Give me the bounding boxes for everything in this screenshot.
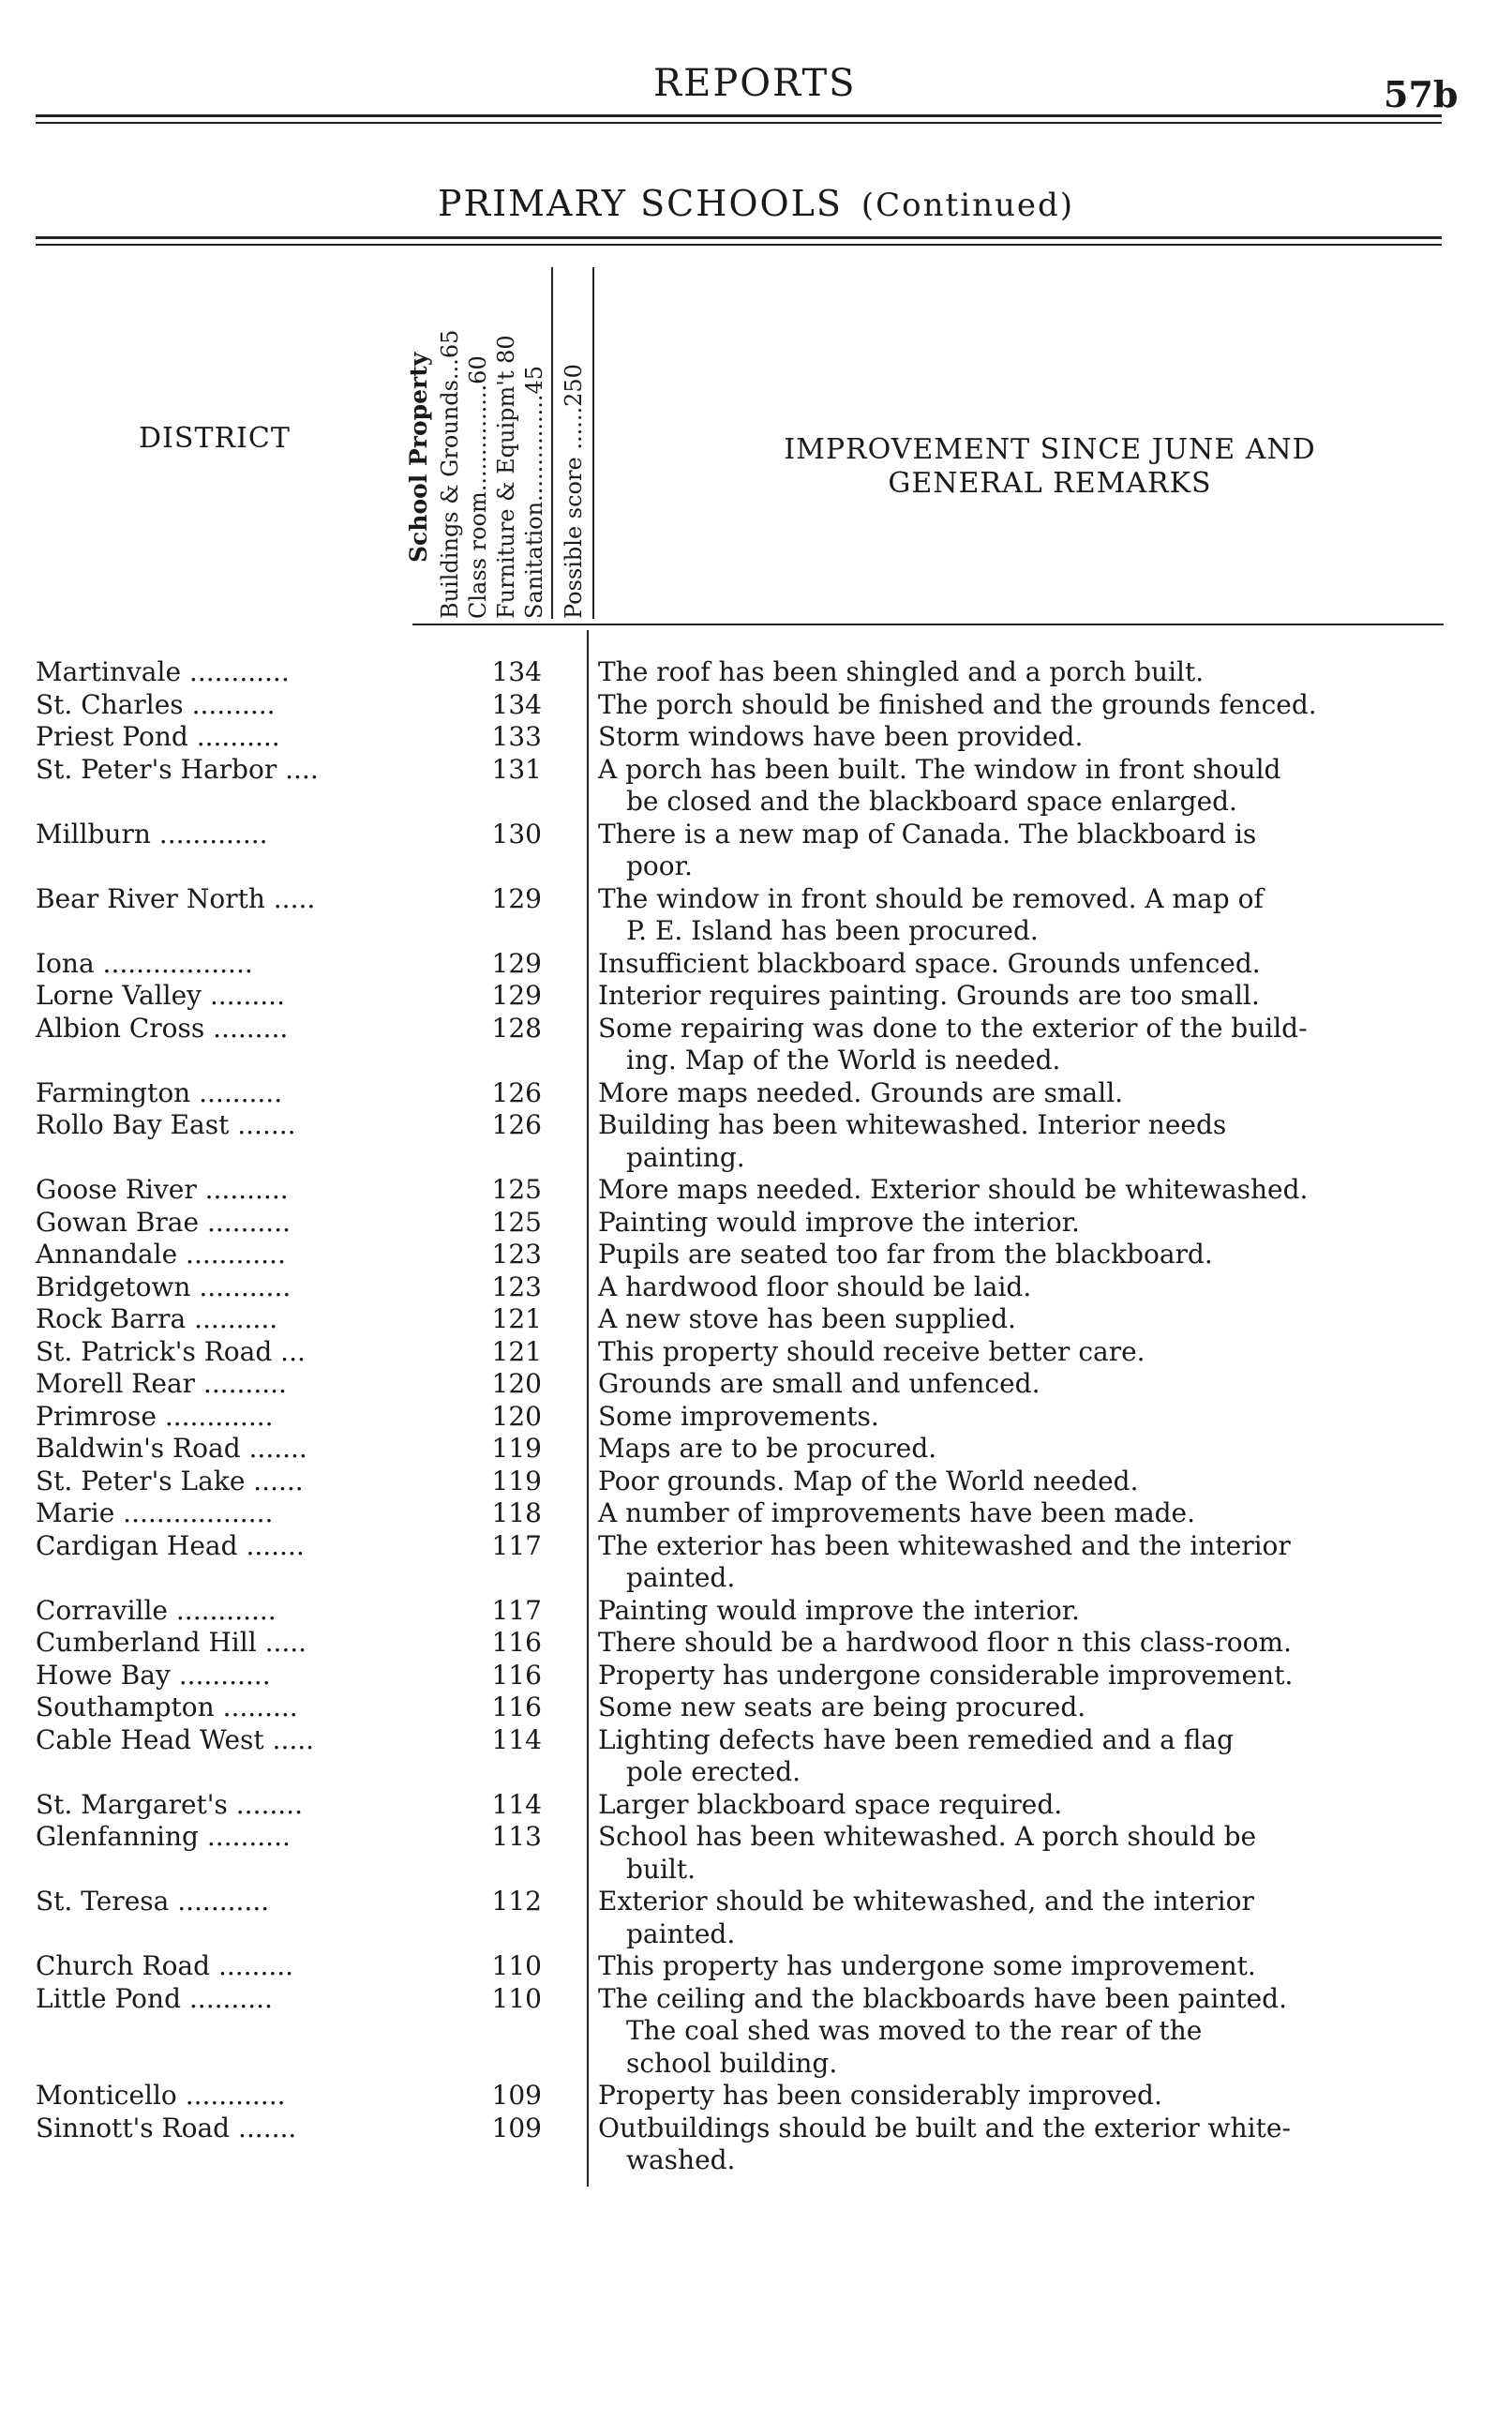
remark-text [598,1497,1470,1530]
remark-line: painted. [626,1917,736,1949]
district-name: Annandale ............ [36,1239,286,1270]
remark-text [598,1239,1470,1271]
district-name: Cardigan Head ....... [36,1529,305,1561]
district-name: Marie .................. [36,1497,274,1528]
remark-text [598,1595,1470,1628]
section-title [0,183,1512,224]
district-name: Millburn ............. [36,818,268,850]
remark-line: A new stove has been supplied. [598,1303,1016,1334]
remarks-left-border [587,630,589,2187]
score-value: 130 [491,818,542,850]
score-value: 114 [491,1788,542,1820]
section-continued: (Continued) [861,187,1075,224]
score-value: 129 [491,882,542,914]
column-divider-score [551,267,553,619]
score-value: 129 [491,947,542,979]
remark-text [598,1983,1470,2081]
score-component-3: Sanitation...............45 [521,365,547,619]
remark-text [598,1174,1470,1207]
remark-line: Grounds are small and unfenced. [598,1368,1040,1399]
remark-text [598,721,1470,754]
district-name: Baldwin's Road ....... [36,1433,307,1464]
header-rule-bottom [36,122,1442,124]
score-value: 116 [491,1692,542,1722]
remark-line: The roof has been shingled and a porch built. [598,656,1205,687]
score-value: 134 [491,688,542,720]
score-value: 119 [491,1465,542,1496]
remark-line: There is a new map of Canada. The blackboard is [598,818,1257,850]
table-top-rule-2 [36,244,1442,246]
remark-line: The window in front should be removed. A map of [598,882,1264,914]
remark-line: This property should receive better care. [598,1335,1145,1367]
remark-line: Painting would improve the interior. [598,1206,1080,1238]
district-name: Howe Bay ........... [36,1659,271,1691]
district-name: St. Patrick's Road ... [36,1335,306,1367]
remark-line: Maps are to be procured. [598,1433,937,1464]
remark-line: More maps needed. Exterior should be whitewashed. [598,1174,1309,1205]
remark-text [598,883,1470,948]
district-name: Little Pond .......... [36,1982,273,2014]
remark-line: painted. [626,1562,736,1593]
score-value: 123 [491,1239,542,1270]
remark-line: poor. [626,850,693,881]
district-name: Martinvale ............ [36,656,290,687]
remark-text [598,1303,1470,1336]
district-name: Cumberland Hill ..... [36,1627,307,1658]
remark-line: washed. [626,2144,736,2175]
remark-text [598,1789,1470,1822]
page-number: 57b [1384,73,1459,115]
score-value: 121 [491,1303,542,1334]
remark-line: Interior requires painting. Grounds are too small. [598,980,1260,1011]
remark-line: P. E. Island has been procured. [626,915,1039,946]
remark-text [598,1336,1470,1369]
remark-line: built. [626,1853,696,1885]
district-name: Church Road ......... [36,1950,294,1981]
remark-line: The coal shed was moved to the rear of the [626,2015,1203,2046]
score-group-header: School Property [405,352,432,563]
page-header [0,56,1512,113]
remark-text [598,980,1470,1013]
district-name: Farmington .......... [36,1076,283,1108]
district-name: Lorne Valley ......... [36,980,285,1011]
remark-text [598,1660,1470,1692]
header-bottom-rule [412,624,1444,625]
score-value: 110 [491,1950,542,1981]
possible-score-header: Possible score ......250 [561,364,587,619]
district-name: St. Teresa ........... [36,1886,270,1917]
score-value: 120 [491,1400,542,1432]
remark-text [598,754,1470,819]
score-component-0: Buildings & Grounds...65 [437,329,463,619]
remark-text [598,1950,1470,1983]
remark-text [598,1013,1470,1077]
remark-text [598,2080,1470,2113]
score-value: 109 [491,2080,542,2111]
district-name: St. Peter's Harbor .... [36,753,319,785]
remark-line: Some repairing was done to the exterior of the build- [598,1012,1308,1044]
remark-text [598,1368,1470,1401]
remark-text [598,1401,1470,1434]
score-value: 116 [491,1627,542,1658]
district-name: Gowan Brae .......... [36,1206,291,1238]
remark-line: The ceiling and the blackboards have been painted. [598,1982,1287,2014]
score-value: 120 [491,1368,542,1399]
score-value: 117 [491,1529,542,1561]
remark-line: Insufficient blackboard space. Grounds unfenced. [598,947,1261,979]
remark-text [598,656,1470,689]
remark-text [598,1207,1470,1240]
district-name: St. Charles .......... [36,688,276,720]
district-name: Primrose ............. [36,1400,274,1432]
section-title-text: PRIMARY SCHOOLS [437,183,843,224]
score-component-1: Class room...............60 [465,355,491,619]
remark-text [598,1271,1470,1304]
remark-text [598,1530,1470,1595]
score-value: 129 [491,980,542,1011]
score-value: 134 [491,656,542,687]
score-value: 112 [491,1886,542,1917]
district-name: Priest Pond .......... [36,721,280,752]
remark-text [598,1821,1470,1886]
remark-line: school building. [626,2047,838,2079]
score-value: 114 [491,1723,542,1755]
table-top-rule [36,236,1442,239]
score-value: 123 [491,1271,542,1302]
score-value: 126 [491,1109,542,1140]
remarks-header [694,433,1406,501]
remark-line: Lighting defects have been remedied and a flag [598,1723,1235,1755]
remark-line: painting. [626,1141,745,1173]
district-name: Monticello ............ [36,2080,286,2111]
remark-line: This property has undergone some improvement. [598,1950,1256,1981]
column-divider-remarks [592,267,594,619]
remark-text [598,1886,1470,1950]
remark-line: Some improvements. [598,1400,879,1432]
district-name: Southampton ......... [36,1692,298,1722]
score-value: 125 [491,1174,542,1205]
district-name: Rollo Bay East ....... [36,1109,296,1140]
score-value: 118 [491,1497,542,1528]
score-value: 128 [491,1012,542,1044]
remark-line: Exterior should be whitewashed, and the interior [598,1886,1254,1917]
remark-line: More maps needed. Grounds are small. [598,1076,1124,1108]
remark-text [598,1627,1470,1660]
remarks-header-line-2: GENERAL REMARKS [888,467,1212,500]
remark-line: ing. Map of the World is needed. [626,1045,1061,1075]
remark-text [598,1692,1470,1724]
score-value: 131 [491,753,542,785]
remark-line: be closed and the blackboard space enlarged. [626,786,1237,817]
remark-line: Pupils are seated too far from the blackboard. [598,1239,1213,1270]
remark-line: There should be a hardwood floor n this class-room. [598,1627,1292,1658]
district-name: Goose River .......... [36,1174,289,1205]
remark-text [598,1466,1470,1498]
district-name: Sinnott's Road ....... [36,2112,297,2143]
remark-text [598,1724,1470,1789]
remark-line: Some new seats are being procured. [598,1692,1086,1722]
remark-line: Property has been considerably improved. [598,2080,1162,2111]
score-value: 117 [491,1594,542,1626]
district-name: Glenfanning .......... [36,1821,291,1852]
score-value: 110 [491,1982,542,2014]
remark-line: A number of improvements have been made. [598,1497,1196,1528]
score-value: 116 [491,1659,542,1691]
district-name: Rock Barra .......... [36,1303,278,1334]
district-header: DISTRICT [139,422,291,455]
remark-text [598,948,1470,981]
remark-line: Poor grounds. Map of the World needed. [598,1465,1139,1496]
district-name: Corraville ............ [36,1594,277,1626]
score-value: 133 [491,721,542,752]
header-rule-top [36,114,1442,117]
remark-line: A porch has been built. The window in front should [598,753,1281,785]
remark-text [598,1433,1470,1466]
remark-line: The porch should be finished and the grounds fenced. [598,688,1317,720]
district-name: St. Margaret's ........ [36,1788,303,1820]
remark-line: A hardwood floor should be laid. [598,1271,1032,1302]
district-name: Morell Rear .......... [36,1368,287,1399]
remark-line: Storm windows have been provided. [598,721,1084,752]
score-value: 119 [491,1433,542,1464]
remark-text [598,1109,1470,1174]
score-value: 125 [491,1206,542,1238]
score-value: 126 [491,1076,542,1108]
district-name: Cable Head West ..... [36,1723,315,1755]
score-component-2: Furniture & Equipm't 80 [493,335,519,619]
district-name: Iona .................. [36,947,253,979]
district-name: Albion Cross ......... [36,1012,289,1044]
remark-text [598,1077,1470,1110]
score-value: 121 [491,1335,542,1367]
remark-line: The exterior has been whitewashed and the interior [598,1529,1291,1561]
remark-line: Building has been whitewashed. Interior needs [598,1109,1227,1140]
remark-text [598,689,1470,722]
running-title: REPORTS [653,62,857,105]
score-value: 113 [491,1821,542,1852]
remark-text [598,819,1470,883]
remarks-header-line-1: IMPROVEMENT SINCE JUNE AND [784,433,1316,466]
remark-line: Larger blackboard space required. [598,1788,1063,1820]
remark-line: Painting would improve the interior. [598,1594,1080,1626]
score-value: 109 [491,2112,542,2143]
district-name: Bear River North ..... [36,882,316,914]
remark-text [598,2113,1470,2177]
remark-line: School has been whitewashed. A porch should be [598,1821,1257,1852]
remark-line: pole erected. [626,1756,801,1787]
district-name: Bridgetown ........... [36,1271,292,1302]
district-name: St. Peter's Lake ...... [36,1465,304,1496]
remark-line: Outbuildings should be built and the exterior white- [598,2112,1291,2143]
remark-line: Property has undergone considerable improvement. [598,1659,1294,1691]
